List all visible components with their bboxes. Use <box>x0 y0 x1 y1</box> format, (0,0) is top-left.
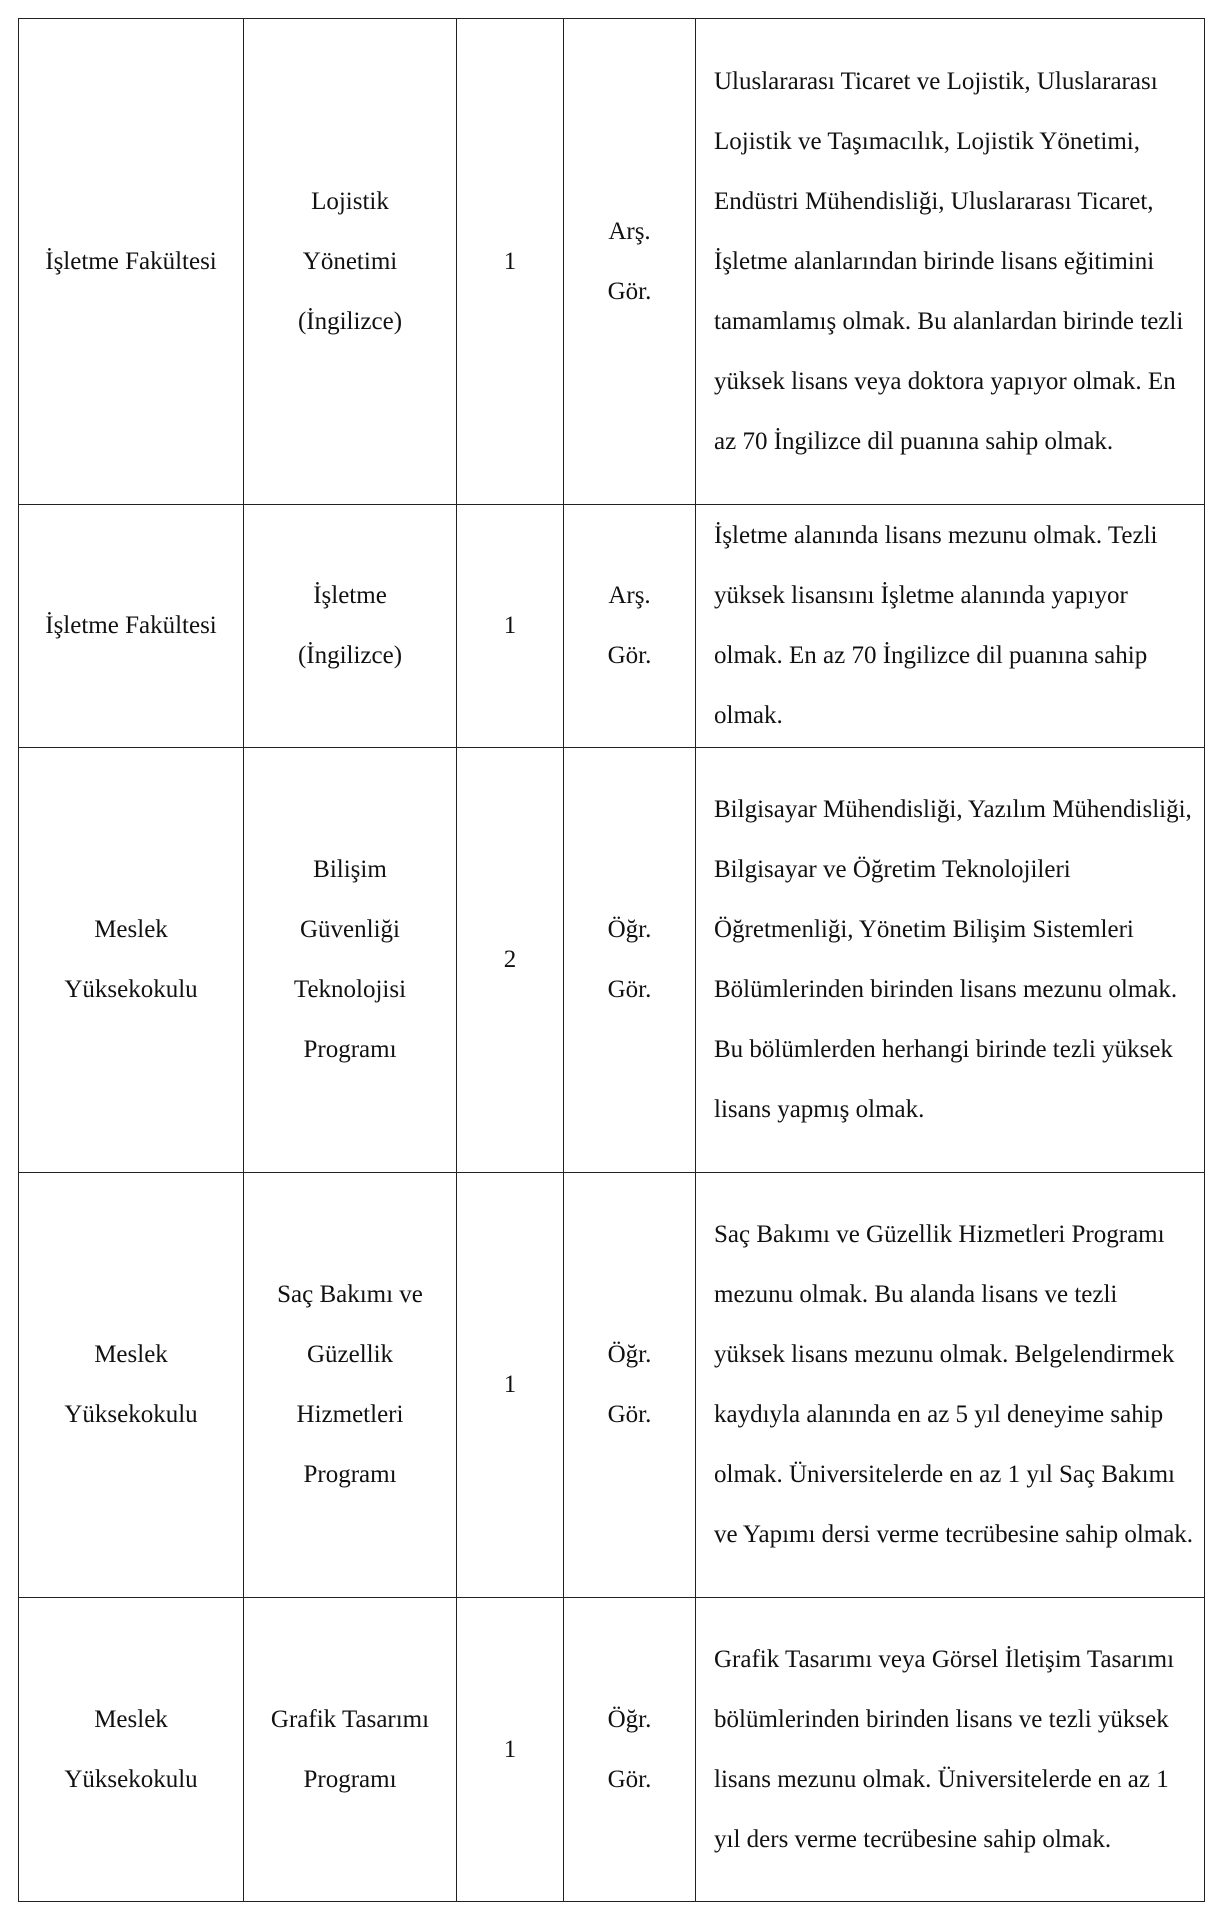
table-row <box>19 19 1205 505</box>
unit-cell <box>19 505 244 748</box>
program-cell <box>244 748 457 1173</box>
program-text: İşletme (İngilizce) <box>297 582 403 669</box>
count-cell <box>457 1173 564 1598</box>
program-cell <box>244 19 457 505</box>
count-cell <box>457 1598 564 1902</box>
requirement-text: Uluslararası Ticaret ve Lojistik, Uluslararası Lojistik ve Taşımacılık, Lojistik Yönetimi, Endüstri Mühendisliği, Uluslararası Ticaret, İşletme alanlarından birinde lisans eğitimini tamamlamış olmak. Bu alanlardan birinde tezli yüksek lisans veya doktora yapıyor olmak. En az 70 İngilizce dil puanına sahip olmak. <box>714 67 1184 455</box>
title-text: Arş. Gör. <box>607 217 652 305</box>
title-text: Öğr. Gör. <box>607 1705 652 1793</box>
requirement-cell <box>696 1598 1205 1902</box>
count-cell <box>457 505 564 748</box>
count-cell <box>457 19 564 505</box>
program-text: Grafik Tasarımı Programı <box>270 1705 430 1793</box>
positions-table <box>18 18 1205 1902</box>
title-cell <box>564 1598 696 1902</box>
unit-text: Meslek Yüksekokulu <box>64 916 198 1003</box>
unit-cell <box>19 19 244 505</box>
program-text: Saç Bakımı ve Güzellik Hizmetleri Programı <box>277 1281 423 1488</box>
unit-cell <box>19 1173 244 1598</box>
title-cell <box>564 505 696 748</box>
unit-cell <box>19 1598 244 1902</box>
requirement-cell <box>696 19 1205 505</box>
title-cell <box>564 1173 696 1598</box>
table-row <box>19 505 1205 748</box>
requirement-text: Grafik Tasarımı veya Görsel İletişim Tasarımı bölümlerinden birinden lisans ve tezli yüksek lisans mezunu olmak. Üniversitelerde en az 1 yıl ders verme tecrübesine sahip olmak. <box>714 1645 1175 1853</box>
requirement-text: İşletme alanında lisans mezunu olmak. Tezli yüksek lisansını İşletme alanında yapıyor olmak. En az 70 İngilizce dil puanına sahip olmak. <box>714 522 1158 729</box>
unit-cell <box>19 748 244 1173</box>
requirement-text: Bilgisayar Mühendisliği, Yazılım Mühendisliği, Bilgisayar ve Öğretim Teknolojileri Öğretmenliği, Yönetim Bilişim Sistemleri Bölümlerinden birinden lisans mezunu olmak. Bu bölümlerden herhangi birinde tezli yüksek lisans yapmış olmak. <box>714 796 1192 1123</box>
count-text: 2 <box>503 946 517 973</box>
table-row <box>19 748 1205 1173</box>
title-text: Arş. Gör. <box>607 582 652 669</box>
requirement-cell <box>696 748 1205 1173</box>
unit-text: Meslek Yüksekokulu <box>64 1705 198 1793</box>
count-text: 1 <box>503 1371 517 1398</box>
count-text: 1 <box>503 247 517 275</box>
title-cell <box>564 748 696 1173</box>
program-cell <box>244 505 457 748</box>
unit-text: İşletme Fakültesi <box>45 247 217 275</box>
count-text: 1 <box>503 1735 517 1763</box>
title-cell <box>564 19 696 505</box>
unit-text: Meslek Yüksekokulu <box>64 1341 198 1428</box>
requirement-cell <box>696 1173 1205 1598</box>
program-text: Bilişim Güvenliği Teknolojisi Programı <box>293 856 407 1063</box>
count-cell <box>457 748 564 1173</box>
requirement-cell <box>696 505 1205 748</box>
program-cell <box>244 1173 457 1598</box>
program-cell <box>244 1598 457 1902</box>
count-text: 1 <box>503 612 517 639</box>
table-row <box>19 1598 1205 1902</box>
program-text: Lojistik Yönetimi (İngilizce) <box>297 187 403 335</box>
title-text: Öğr. Gör. <box>607 916 652 1003</box>
title-text: Öğr. Gör. <box>607 1341 652 1428</box>
table-row <box>19 1173 1205 1598</box>
unit-text: İşletme Fakültesi <box>45 612 217 639</box>
requirement-text: Saç Bakımı ve Güzellik Hizmetleri Programı mezunu olmak. Bu alanda lisans ve tezli yüksek lisans mezunu olmak. Belgelendirmek kaydıyla alanında en az 5 yıl deneyime sahip olmak. Üniversitelerde en az 1 yıl Saç Bakımı ve Yapımı dersi verme tecrübesine sahip olmak. <box>714 1221 1194 1548</box>
